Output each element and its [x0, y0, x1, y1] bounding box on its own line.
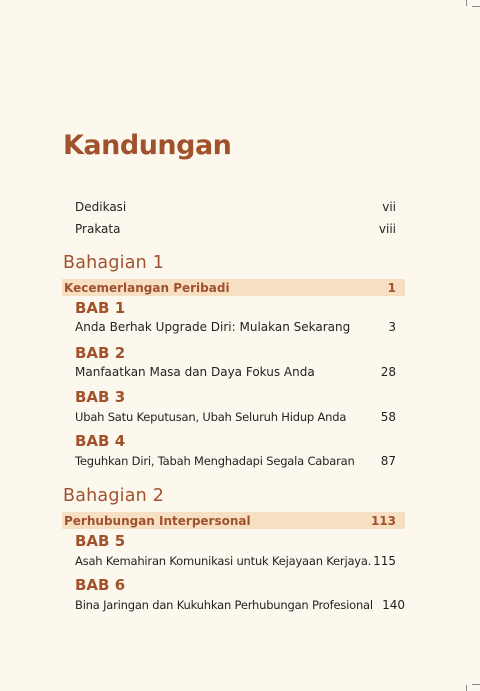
section-page: 1 — [387, 280, 396, 295]
chapter-number: BAB 1 — [75, 299, 126, 317]
toc-entry-dedikasi[interactable] — [75, 199, 396, 215]
chapter-title: Ubah Satu Keputusan, Ubah Seluruh Hidup Anda — [75, 410, 347, 424]
section-band[interactable] — [62, 279, 405, 296]
chapter-title: Asah Kemahiran Komunikasi untuk Kejayaan Kerjaya. — [75, 554, 372, 568]
entry-page: vii — [382, 200, 396, 214]
chapter-title: Teguhkan Diri, Tabah Menghadapi Segala Cabaran — [75, 454, 355, 468]
entry-label: Dedikasi — [75, 200, 127, 214]
chapter-page: 3 — [388, 320, 396, 334]
toc-entry-prakata[interactable] — [75, 221, 396, 237]
chapter-page: 115 — [373, 554, 396, 568]
chapter-page: 87 — [380, 454, 396, 468]
crop-mark-top-right — [466, 0, 467, 6]
crop-mark-bottom-right-h — [472, 684, 480, 685]
toc-entry-chapter[interactable] — [75, 319, 396, 335]
part-heading: Bahagian 1 — [63, 253, 165, 273]
page-title: Kandungan — [63, 130, 232, 161]
chapter-page: 58 — [380, 410, 396, 424]
crop-mark-top-right-h — [472, 6, 480, 7]
chapter-number: BAB 6 — [75, 576, 126, 594]
toc-entry-chapter[interactable] — [75, 364, 396, 380]
chapter-number: BAB 4 — [75, 432, 126, 450]
entry-page: viii — [378, 222, 396, 236]
chapter-number: BAB 2 — [75, 344, 126, 362]
chapter-number: BAB 5 — [75, 532, 126, 550]
section-label: Perhubungan Interpersonal — [64, 513, 251, 528]
toc-entry-chapter[interactable] — [75, 597, 405, 613]
chapter-title: Bina Jaringan dan Kukuhkan Perhubungan Profesional — [75, 598, 373, 612]
chapter-number: BAB 3 — [75, 388, 126, 406]
toc-entry-chapter[interactable] — [75, 453, 396, 469]
chapter-page: 28 — [380, 365, 396, 379]
chapter-title: Anda Berhak Upgrade Diri: Mulakan Sekarang — [75, 320, 351, 334]
part-heading: Bahagian 2 — [63, 486, 165, 506]
section-label: Kecemerlangan Peribadi — [64, 280, 230, 295]
toc-entry-chapter[interactable] — [75, 409, 396, 425]
section-page: 113 — [370, 513, 396, 528]
chapter-page: 140 — [382, 598, 405, 612]
chapter-title: Manfaatkan Masa dan Daya Fokus Anda — [75, 365, 315, 379]
toc-entry-chapter[interactable] — [75, 553, 396, 569]
crop-mark-bottom-right — [466, 685, 467, 691]
section-band[interactable] — [62, 512, 405, 529]
entry-label: Prakata — [75, 222, 121, 236]
